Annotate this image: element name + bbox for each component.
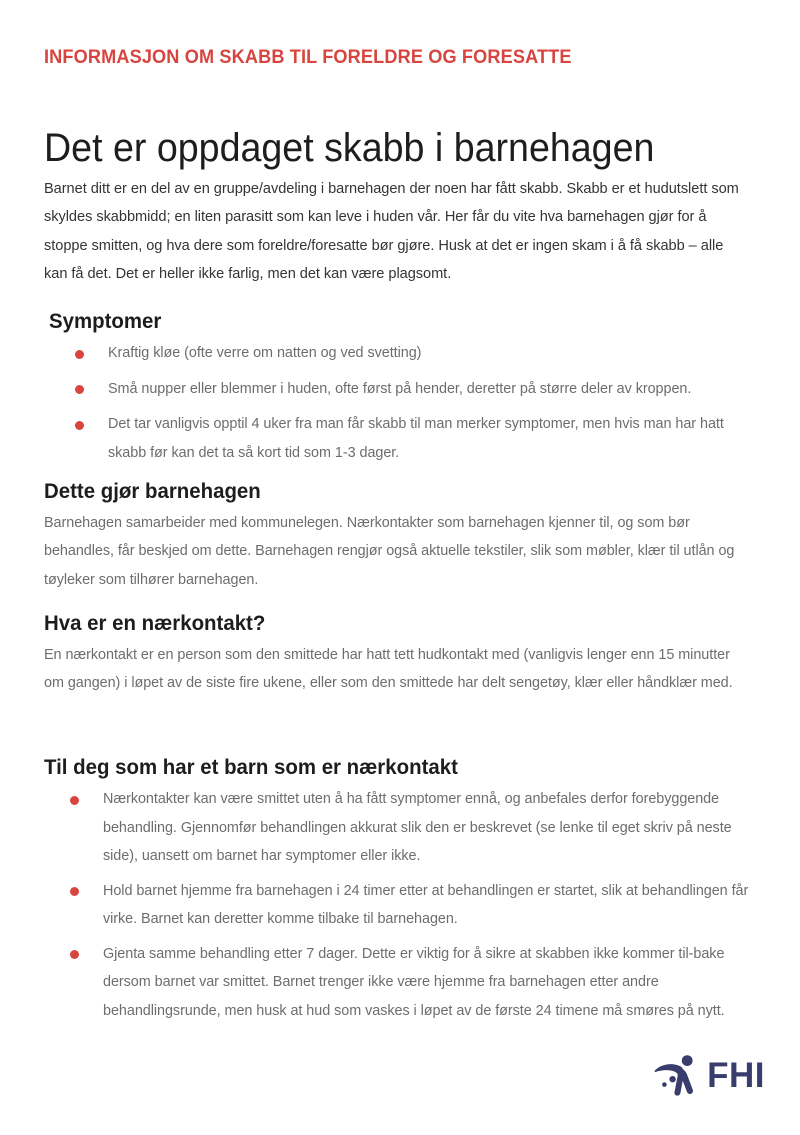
intro-paragraph: Barnet ditt er en del av en gruppe/avdeling i barnehagen der noen har fått skabb. Skabb er et hudutslett som skyldes skabbmidd; en liten parasitt som kan leve i huden vår. Her får du vite hva barnehagen gjør for å stoppe smitten, og hva dere som foreldre/foresatte bør gjøre. Husk at det er ingen skam i å få skabb – alle kan få det. Det er heller ikke farlig, men det kan være plagsomt. xyxy=(44,180,739,283)
list-item xyxy=(49,375,755,404)
section-heading-symptomer: Symptomer xyxy=(49,309,162,333)
section-paragraph-naerkontakt: En nærkontakt er en person som den smittede har hatt tett hudkontakt med (vanligvis lenger enn 15 minutter om gangen) i løpet av de siste fire ukene, eller som den smittede har delt sengetøy, klær eller håndklær med. xyxy=(44,647,733,692)
list-item-text: Gjenta samme behandling etter 7 dager. Dette er viktig for å sikre at skabben ikke kommer til-bake dersom barnet var smittet. Barnet trenger ikke være hjemme fra barnehagen etter andre behandlingsrunde, men husk at hud som vaskes i løpet av de første 24 timene må smøres på nytt. xyxy=(103,945,725,1019)
bullet-dot-icon xyxy=(70,796,79,805)
section-heading-barnehagen: Dette gjør barnehagen xyxy=(44,479,261,503)
list-item-text: Kraftig kløe (ofte verre om natten og ved svetting) xyxy=(108,345,422,361)
list-item xyxy=(44,785,750,871)
bullet-dot-icon xyxy=(75,385,84,394)
section-heading-naerkontakt: Hva er en nærkontakt? xyxy=(44,611,266,635)
section-symptomer xyxy=(49,308,755,467)
fhi-logo xyxy=(654,1053,765,1097)
list-item xyxy=(49,410,755,467)
section-paragraph-barnehagen: Barnehagen samarbeider med kommunelegen. Nærkontakter som barnehagen kjenner til, og som bør behandles, får beskjed om dette. Barnehagen rengjør også aktuelle tekstiler, slik som møbler, klær til utlån og tøyleker som tilhører barnehagen. xyxy=(44,515,735,588)
document-kicker: INFORMASJON OM SKABB TIL FORELDRE OG FORESATTE xyxy=(44,46,572,68)
bullet-dot-icon xyxy=(75,421,84,430)
section-til-deg-som-har-et-barn xyxy=(44,754,750,1031)
list-item-text: Nærkontakter kan være smittet uten å ha fått symptomer ennå, og anbefales derfor forebyggende behandling. Gjennomfør behandlingen akkurat slik den er beskrevet (se lenke til eget skriv på neste side), uansett om barnet har symptomer eller ikke. xyxy=(103,791,732,864)
bullet-dot-icon xyxy=(75,350,84,359)
bullet-dot-icon xyxy=(70,887,79,896)
list-item xyxy=(44,940,750,1026)
list-item-text: Små nupper eller blemmer i huden, ofte først på hender, deretter på større deler av kroppen. xyxy=(108,380,692,397)
section-heading-til-deg: Til deg som har et barn som er nærkontakt xyxy=(44,755,458,779)
fhi-figure-icon xyxy=(654,1053,700,1097)
til-deg-bullet-list xyxy=(44,785,750,1025)
page-title: Det er oppdaget skabb i barnehagen xyxy=(44,125,655,170)
list-item-text: Hold barnet hjemme fra barnehagen i 24 timer etter at behandlingen er startet, slik at behandlingen får virke. Barnet kan deretter komme tilbake til barnehagen. xyxy=(103,882,749,927)
bullet-dot-icon xyxy=(70,950,79,959)
fhi-logo-text: FHI xyxy=(707,1055,765,1095)
section-dette-gjor-barnehagen xyxy=(44,478,750,594)
symptomer-bullet-list xyxy=(49,339,755,467)
list-item xyxy=(49,339,755,368)
section-hva-er-en-naerkontakt xyxy=(44,610,750,698)
list-item xyxy=(44,877,750,934)
list-item-text: Det tar vanligvis opptil 4 uker fra man får skabb til man merker symptomer, men hvis man har hatt skabb før kan det ta så kort tid som 1-3 dager. xyxy=(108,416,724,461)
